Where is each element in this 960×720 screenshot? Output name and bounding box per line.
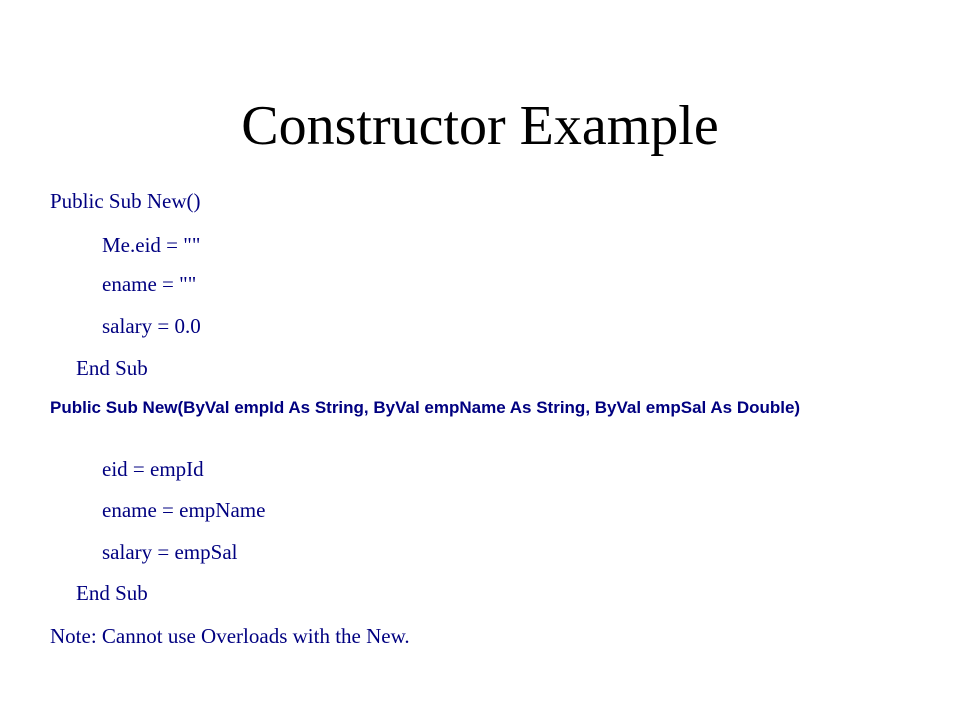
code-line-ename-empty: ename = "" [102, 272, 197, 296]
code-line-salary-assign: salary = empSal [102, 540, 238, 564]
code-line-ename-assign: ename = empName [102, 498, 266, 522]
note-line: Note: Cannot use Overloads with the New. [50, 624, 410, 648]
code-line-end-sub-2: End Sub [76, 581, 148, 605]
code-line-eid-assign: eid = empId [102, 457, 204, 481]
code-line-salary-zero: salary = 0.0 [102, 314, 201, 338]
code-line-me-eid: Me.eid = "" [102, 233, 201, 257]
code-line-end-sub-1: End Sub [76, 356, 148, 380]
slide-title: Constructor Example [241, 95, 719, 157]
code-line-overloaded-signature: Public Sub New(ByVal empId As String, ByVal empName As String, ByVal empSal As Double) [50, 398, 801, 417]
code-line-public-sub-new: Public Sub New() [50, 189, 201, 213]
